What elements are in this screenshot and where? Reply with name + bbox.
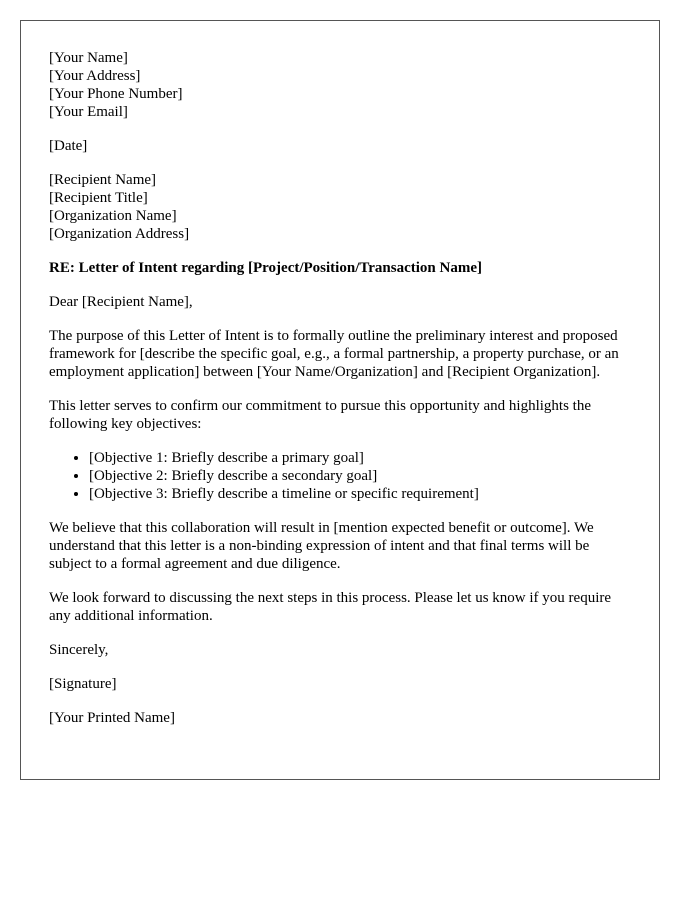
signature-placeholder: [Signature] [49,676,117,692]
sender-address: [Your Address] [49,68,141,84]
closing-paragraph: We look forward to discussing the next steps in this process. Please let us know if you require any additional information. [49,590,612,624]
recipient-address: [Organization Address] [49,226,190,242]
salutation: Dear [Recipient Name], [49,294,193,310]
letter-document [20,20,660,780]
objective-item: • [Objective 1: Briefly describe a primary goal] [89,449,631,467]
subject-line: RE: Letter of Intent regarding [Project/Position/Transaction Name] [49,260,482,276]
sender-name: [Your Name] [49,50,128,66]
printed-name: [Your Printed Name] [49,710,175,726]
sender-block [49,49,631,121]
sender-phone: [Your Phone Number] [49,86,183,102]
objective-item: • [Objective 2: Briefly describe a secondary goal] [89,467,631,485]
objective-item: • [Objective 3: Briefly describe a timeline or specific requirement] [89,485,631,503]
sender-email: [Your Email] [49,104,128,120]
recipient-title: [Recipient Title] [49,190,148,206]
closing-salutation: Sincerely, [49,642,109,658]
letter-date: [Date] [49,138,88,154]
date-block [49,137,631,155]
commitment-paragraph: This letter serves to confirm our commitment to pursue this opportunity and highlights the following key objectives: [49,398,591,432]
belief-paragraph: We believe that this collaboration will result in [mention expected benefit or outcome]. We understand that this letter is a non-binding expression of intent and that final terms will be subject to a formal agreement and due diligence. [49,520,594,572]
recipient-block [49,171,631,243]
purpose-paragraph: The purpose of this Letter of Intent is to formally outline the preliminary interest and proposed framework for [describe the specific goal, e.g., a formal partnership, a property purchase, or an employment application] between [Your Name/Organization] and [Recipient Organization]. [49,328,619,380]
recipient-name: [Recipient Name] [49,172,157,188]
recipient-organization: [Organization Name] [49,208,177,224]
objectives-list [49,449,631,503]
